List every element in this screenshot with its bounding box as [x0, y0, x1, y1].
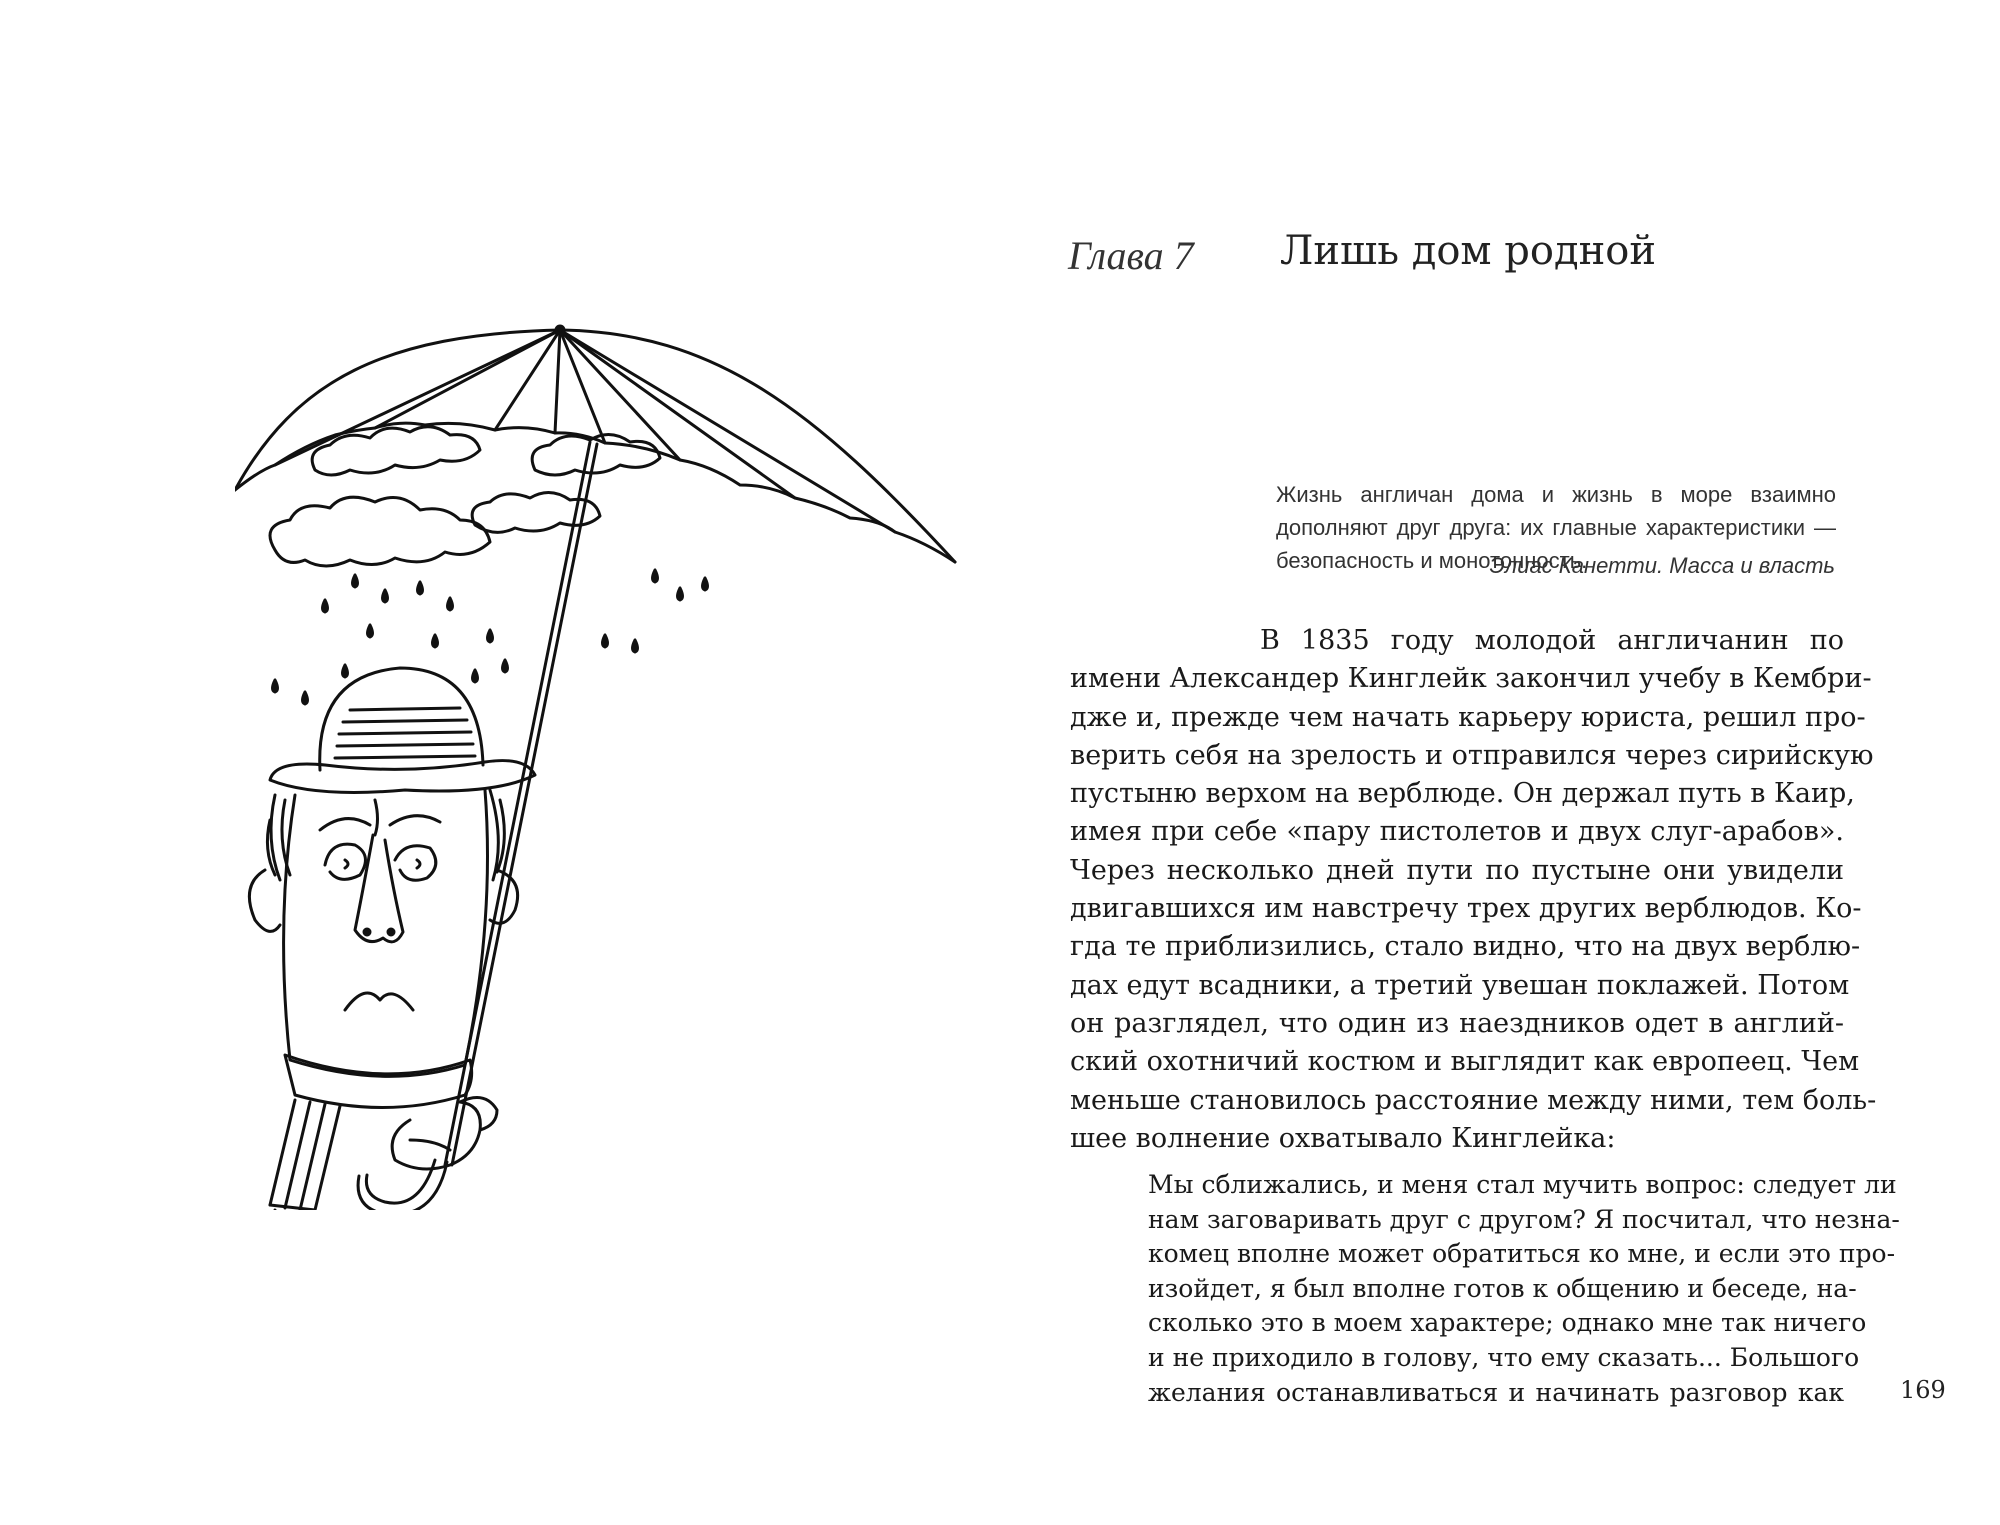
text-line: он разглядел, что один из наездников одет в англий- — [1070, 1007, 1844, 1039]
hand-icon — [392, 1098, 497, 1170]
umbrella-man-illustration — [235, 320, 995, 1210]
text-line: дже и, прежде чем начать карьеру юриста, решил про- — [1070, 701, 1866, 733]
chapter-title: Лишь дом родной — [1280, 228, 1656, 274]
text-line: меньше становилось расстояние между ними, тем боль- — [1070, 1084, 1877, 1116]
text-line: Через несколько дней пути по пустыне они увидели — [1070, 854, 1844, 886]
quote-line: комец вполне может обратиться ко мне, и если это про- — [1148, 1239, 1896, 1269]
quote-line: Мы сближались, и меня стал мучить вопрос: следует ли — [1148, 1170, 1897, 1199]
text-line: имея при себе «пару пистолетов и двух слуг-арабов». — [1070, 816, 1844, 848]
text-line: шее волнение охватывало Кинглейка: — [1070, 1122, 1616, 1154]
body-paragraph — [1070, 622, 1877, 1158]
quote-line: желания останавливаться и начинать разговор как — [1148, 1377, 1844, 1407]
text-line: верить себя на зрелость и отправился через сирийскую — [1070, 739, 1874, 771]
page-number: 169 — [1900, 1376, 1946, 1404]
chapter-number: Глава 7 — [1068, 233, 1194, 278]
hat-icon — [270, 668, 535, 792]
text-line: дах едут всадники, а третий увешан поклажей. Потом — [1070, 969, 1850, 1001]
text-line: ский охотничий костюм и выглядит как европеец. Чем — [1070, 1046, 1860, 1078]
text-line: пустыню верхом на верблюде. Он держал путь в Каир, — [1070, 778, 1855, 810]
raindrop-icons — [273, 570, 708, 704]
epigraph-text: Жизнь англичан дома и жизнь в море взаимно дополняют друг друга: их главные характеристики — безопасность и монотонность. — [1276, 482, 1836, 573]
quote-line: изойдет, я был вполне готов к общению и беседе, на- — [1148, 1273, 1857, 1303]
scarf-icon — [270, 1055, 472, 1210]
quote-line: нам заговаривать друг с другом? Я посчитал, что незна- — [1148, 1204, 1900, 1234]
quote-line: и не приходило в голову, что ему сказать... Большого — [1148, 1342, 1860, 1372]
epigraph-source: Элиас Канетти. Масса и власть — [1489, 553, 1835, 578]
text-line: двигавшихся им навстречу трех других верблюдов. Ко- — [1070, 893, 1862, 925]
block-quote — [1148, 1168, 1900, 1410]
text-line: имени Александер Кинглейк закончил учебу в Кембри- — [1070, 663, 1872, 695]
cloud-icon — [270, 427, 660, 566]
quote-line: сколько это в моем характере; однако мне так ничего — [1148, 1308, 1867, 1338]
text-line: В 1835 году молодой англичанин по — [1260, 625, 1844, 656]
text-line: гда те приблизились, стало видно, что на двух верблю- — [1070, 931, 1861, 963]
